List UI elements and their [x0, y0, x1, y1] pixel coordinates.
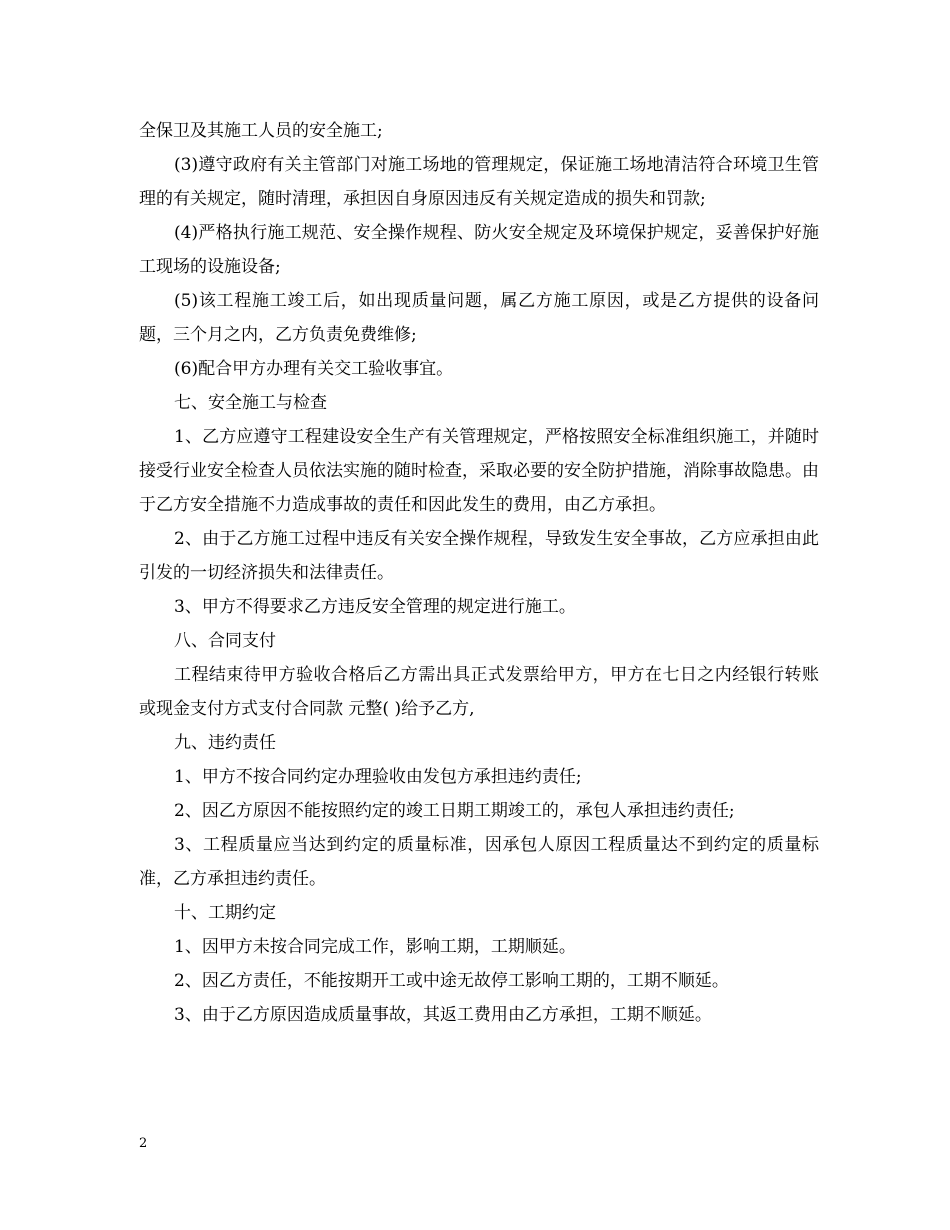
paragraph-10: 工程结束待甲方验收合格后乙方需出具正式发票给甲方，甲方在七日之内经银行转账或现金支付方式支付合同款 元整( )给予乙方, [139, 665, 819, 719]
page-number: 2 [139, 1136, 148, 1151]
paragraph-8: 3、甲方不得要求乙方违反安全管理的规定进行施工。 [174, 597, 576, 617]
paragraph-14: 3、工程质量应当达到约定的质量标准，因承包人原因工程质量达不到约定的质量标准，乙方承担违约责任。 [139, 835, 819, 889]
paragraph-18: 3、由于乙方原因造成质量事故，其返工费用由乙方承担，工期不顺延。 [174, 1005, 712, 1025]
paragraph-2: (4)严格执行施工规范、安全操作规程、防火安全规定及环境保护规定，妥善保护好施工现场的设施设备; [139, 223, 819, 277]
paragraph-7: 2、由于乙方施工过程中违反有关安全操作规程，导致发生安全事故，乙方应承担由此引发的一切经济损失和法律责任。 [139, 529, 819, 583]
paragraph-17: 2、因乙方责任，不能按期开工或中途无故停工影响工期的，工期不顺延。 [174, 971, 729, 991]
section-heading-7: 七、安全施工与检查 [174, 393, 327, 413]
paragraph-3: (5)该工程施工竣工后，如出现质量问题，属乙方施工原因，或是乙方提供的设备问题，三个月之内，乙方负责免费维修; [139, 291, 819, 345]
paragraph-4: (6)配合甲方办理有关交工验收事宜。 [174, 359, 454, 379]
paragraph-13: 2、因乙方原因不能按照约定的竣工日期工期竣工的，承包人承担违约责任; [174, 801, 735, 821]
section-heading-9: 九、违约责任 [174, 733, 276, 753]
section-heading-10: 十、工期约定 [174, 903, 276, 923]
paragraph-1: (3)遵守政府有关主管部门对施工场地的管理规定，保证施工场地清洁符合环境卫生管理的有关规定，随时清理，承担因自身原因违反有关规定造成的损失和罚款; [139, 155, 819, 209]
section-heading-8: 八、合同支付 [174, 631, 276, 651]
paragraph-16: 1、因甲方未按合同完成工作，影响工期，工期顺延。 [174, 937, 576, 957]
paragraph-6: 1、乙方应遵守工程建设安全生产有关管理规定，严格按照安全标准组织施工，并随时接受行业安全检查人员依法实施的随时检查，采取必要的安全防护措施，消除事故隐患。由于乙方安全措施不力造成事故的责任和因此发生的费用，由乙方承担。 [139, 427, 819, 515]
paragraph-0: 全保卫及其施工人员的安全施工; [139, 121, 383, 141]
paragraph-12: 1、甲方不按合同约定办理验收由发包方承担违约责任; [174, 767, 582, 787]
document-body [139, 114, 819, 1032]
